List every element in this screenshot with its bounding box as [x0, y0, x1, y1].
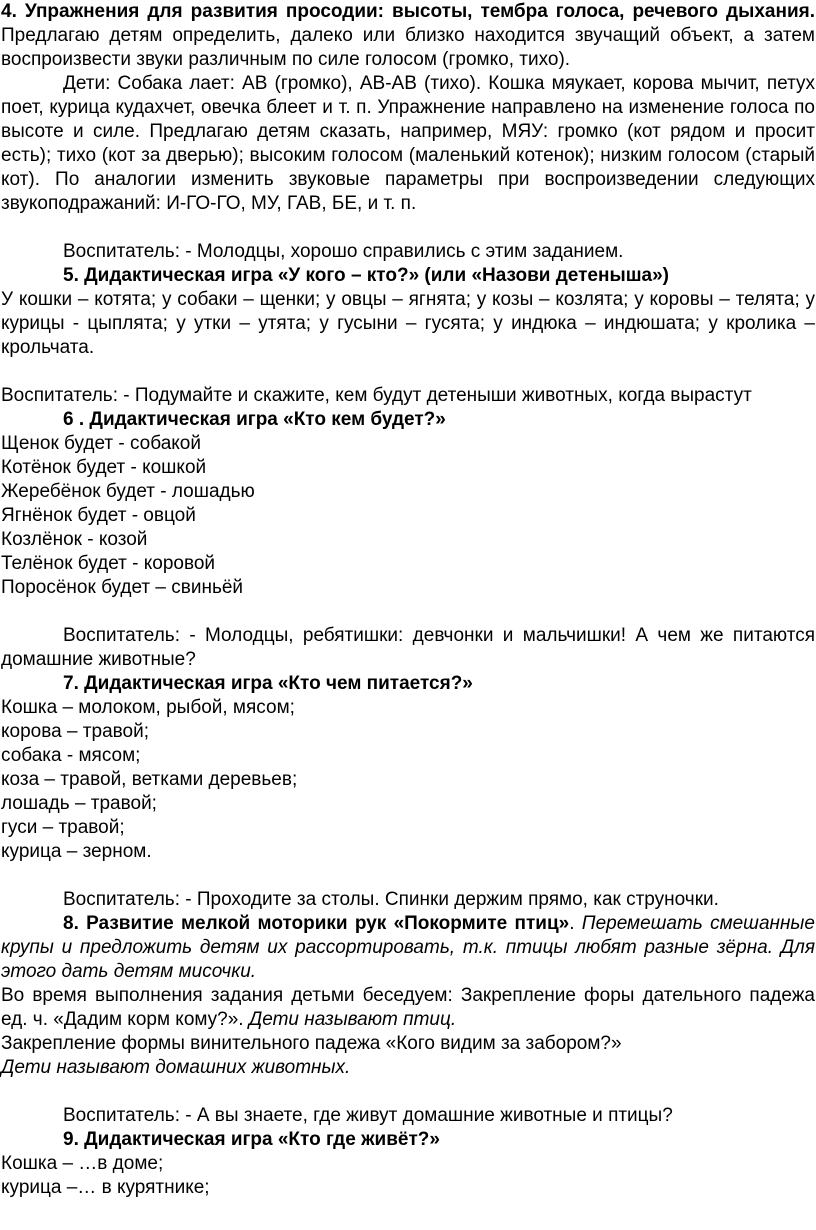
section-8-text-1: Во время выполнения задания детьми беседуем: Закрепление форы дательного падежа ед. ч. «Дадим корм кому?». [1, 985, 815, 1030]
section-8-heading: 8. Развитие мелкой моторики рук «Покормите птиц» [63, 913, 570, 934]
list-item: Кошка – …в доме; [1, 1153, 164, 1174]
list-item: Котёнок будет - кошкой [1, 457, 207, 478]
list-item: Поросёнок будет – свиньёй [1, 577, 244, 598]
teacher-line-5: Воспитатель: - А вы знаете, где живут домашние животные и птицы? [63, 1105, 673, 1126]
section-8-dot: . [569, 913, 582, 934]
section-8-paragraph [1, 912, 815, 984]
section-4-paragraph [1, 0, 815, 72]
list-item: курица – зерном. [1, 841, 152, 862]
list-item: курица –… в курятнике; [1, 1177, 210, 1198]
list-item: собака - мясом; [1, 745, 141, 766]
list-item: корова – травой; [1, 721, 149, 742]
teacher-line-2: Воспитатель: - Подумайте и скажите, кем будут детеныши животных, когда вырастут [1, 385, 752, 406]
list-item: Щенок будет - собакой [1, 433, 201, 454]
section-8-italic-3: Дети называют домашних животных. [1, 1057, 351, 1078]
list-item: Жеребёнок будет - лошадью [1, 481, 255, 502]
section-8-italic-1: Перемешать смешанные крупы и предложить детям их рассортировать, т.к. птицы любят разные зёрна. Для этого дать детям мисочки. [1, 913, 815, 982]
teacher-line-3: Воспитатель: - Молодцы, ребятишки: девчонки и мальчишки! А чем же питаются домашние животные? [1, 625, 815, 670]
section-4-text-2: Дети: Собака лает: АВ (громко), АВ-АВ (тихо). Кошка мяукает, корова мычит, петух поет, курица кудахчет, овечка блеет и т. п. Упражнение направлено на изменение голоса по высоте и силе. Предлагаю детям сказать, например, МЯУ: громко (кот рядом и просит есть); тихо (кот за дверью); высоким голосом (маленький котенок); низким голосом (старый кот). По аналогии изменить звуковые параметры при воспроизведении следующих звукоподражаний: И-ГО-ГО, МУ, ГАВ, БЕ, и т. п. [1, 73, 815, 214]
list-item: Кошка – молоком, рыбой, мясом; [1, 697, 295, 718]
section-4-heading: 4. Упражнения для развития просодии: высоты, тембра голоса, речевого дыхания. [1, 1, 815, 22]
section-5-heading: 5. Дидактическая игра «У кого – кто?» (или «Назови детеныша») [63, 265, 669, 286]
list-item: Ягнёнок будет - овцой [1, 505, 196, 526]
list-item: коза – травой, ветками деревьев; [1, 769, 298, 790]
section-5-text: У кошки – котята; у собаки – щенки; у овцы – ягнята; у козы – козлята; у коровы – телята; у курицы - цыплята; у утки – утята; у гусыни – гусята; у индюка – индюшата; у кролика – крольчата. [1, 289, 815, 358]
section-8-text-1-paragraph [1, 984, 815, 1032]
list-item: Козлёнок - козой [1, 529, 148, 550]
list-item: Телёнок будет - коровой [1, 553, 216, 574]
section-8-text-2: Закрепление формы винительного падежа «Кого видим за забором?» [1, 1033, 622, 1054]
section-7-heading: 7. Дидактическая игра «Кто чем питается?» [63, 673, 473, 694]
section-9-heading: 9. Дидактическая игра «Кто где живёт?» [63, 1129, 440, 1150]
section-4-text-1: Предлагаю детям определить, далеко или близко находится звучащий объект, а затем воспроизвести звуки различным по силе голосом (громко, тихо). [1, 25, 815, 70]
list-item: гуси – травой; [1, 817, 125, 838]
teacher-line-4: Воспитатель: - Проходите за столы. Спинки держим прямо, как струночки. [63, 889, 719, 910]
list-item: лошадь – травой; [1, 793, 157, 814]
section-6-heading: 6 . Дидактическая игра «Кто кем будет?» [63, 409, 446, 430]
section-8-italic-2: Дети называют птиц. [248, 1009, 457, 1030]
teacher-line-1: Воспитатель: - Молодцы, хорошо справились с этим заданием. [63, 241, 624, 262]
